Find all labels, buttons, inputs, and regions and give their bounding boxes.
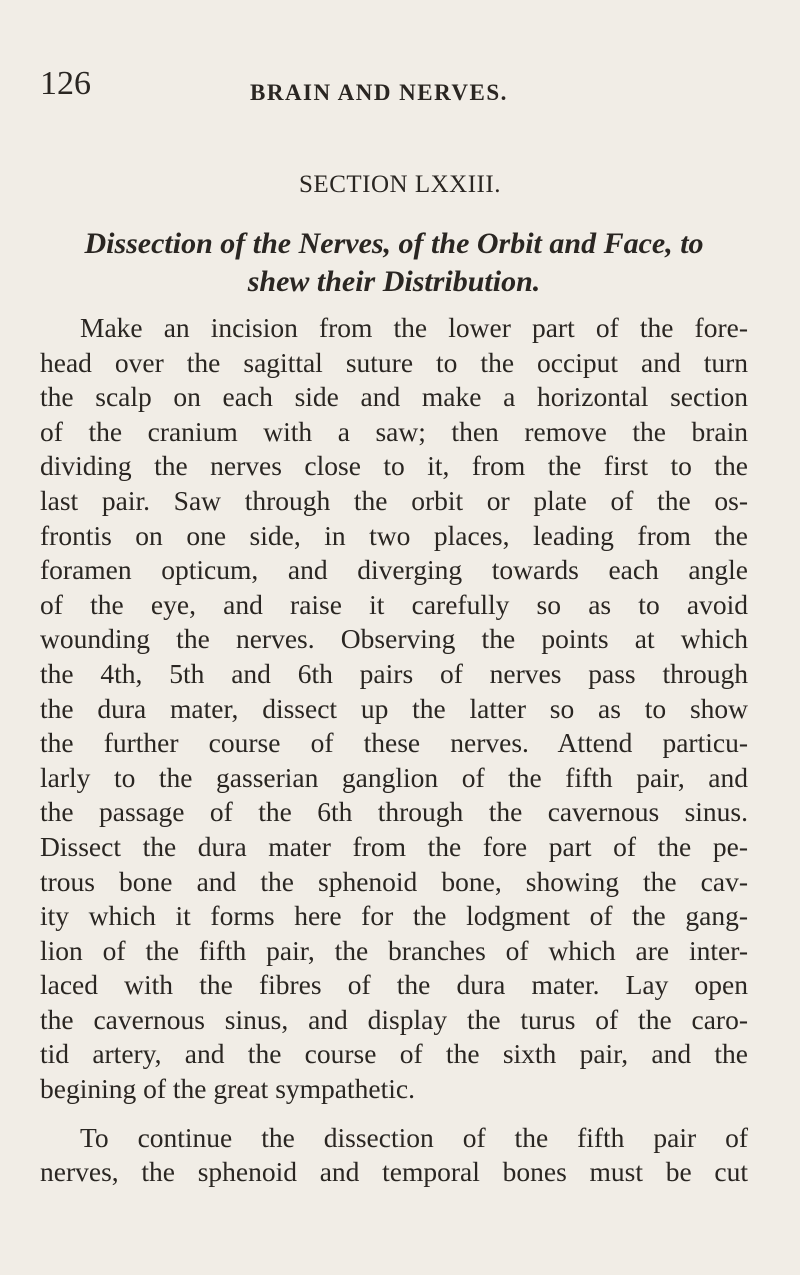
text-line: of the cranium with a saw; then remove the brain: [40, 415, 748, 447]
paragraph-2: [40, 1121, 748, 1190]
text-line: larly to the gasserian ganglion of the fifth pair, and: [40, 761, 748, 793]
running-head: [40, 64, 740, 114]
text-line: laced with the fibres of the dura mater. Lay open: [40, 969, 748, 1001]
text-line: Make an incision from the lower part of the fore-: [80, 312, 748, 343]
section-heading: SECTION LXXIII.: [299, 171, 501, 198]
text-line: the cavernous sinus, and display the turus of the caro-: [40, 1003, 748, 1035]
text-line: tid artery, and the course of the sixth pair, and the: [40, 1038, 748, 1070]
section-subtitle: [40, 225, 748, 301]
paragraph-gap: [40, 1107, 748, 1121]
subtitle-line: shew their Distribution.: [247, 265, 541, 298]
text-line: trous bone and the sphenoid bone, showing the cav-: [40, 865, 748, 897]
text-line: ity which it forms here for the lodgment of the gang-: [40, 900, 748, 932]
text-line: the further course of these nerves. Attend particu-: [40, 727, 748, 759]
text-line: the scalp on each side and make a horizontal section: [40, 381, 748, 413]
text-line: head over the sagittal suture to the occiput and turn: [40, 346, 748, 378]
text-line: wounding the nerves. Observing the points at which: [40, 623, 748, 655]
text-line: the dura mater, dissect up the latter so as to show: [40, 692, 748, 724]
subtitle-line: Dissection of the Nerves, of the Orbit and Face, to: [84, 227, 704, 260]
body-text: [40, 311, 748, 1190]
text-line: last pair. Saw through the orbit or plate of the os-: [40, 484, 748, 516]
text-line: To continue the dissection of the fifth pair of: [80, 1121, 748, 1153]
text-line: the 4th, 5th and 6th pairs of nerves pass through: [40, 657, 748, 689]
paragraph-1: [40, 311, 748, 1107]
text-line: begining of the great sympathetic.: [40, 1073, 415, 1105]
text-line: Dissect the dura mater from the fore part of the pe-: [40, 830, 748, 862]
text-line: dividing the nerves close to it, from the first to the: [40, 450, 748, 482]
running-title: BRAIN AND NERVES.: [250, 80, 508, 105]
page-number: 126: [40, 65, 91, 102]
text-line: frontis on one side, in two places, leading from the: [40, 519, 748, 551]
text-line: the passage of the 6th through the cavernous sinus.: [40, 796, 748, 828]
text-line: lion of the fifth pair, the branches of which are inter-: [40, 934, 748, 966]
text-line: nerves, the sphenoid and temporal bones must be cut: [40, 1156, 748, 1188]
text-line: foramen opticum, and diverging towards each angle: [40, 554, 748, 586]
text-line: of the eye, and raise it carefully so as to avoid: [40, 588, 748, 620]
